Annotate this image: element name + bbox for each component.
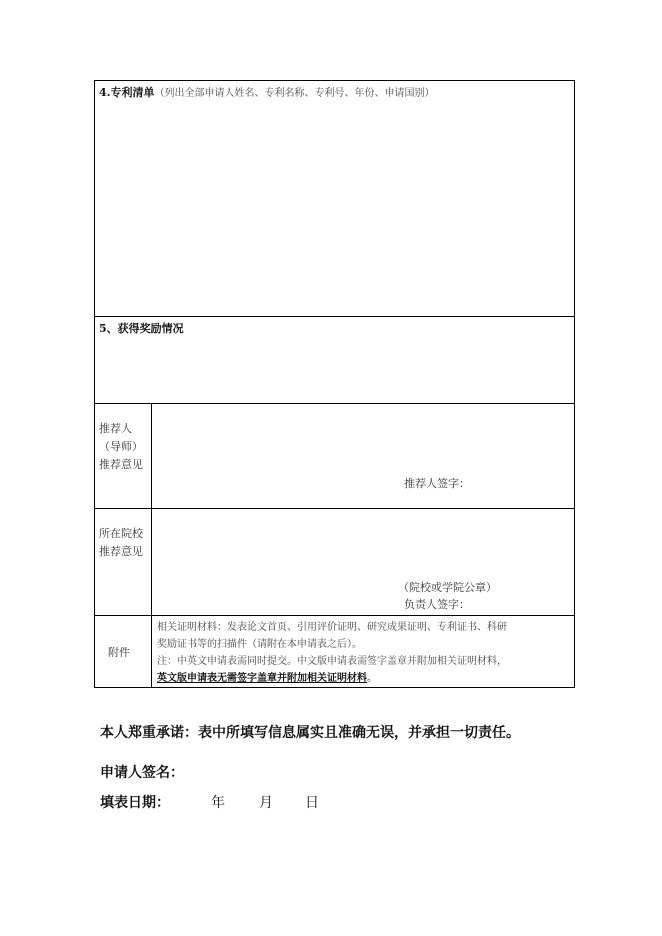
divider bbox=[94, 615, 575, 616]
divider bbox=[94, 508, 575, 509]
patents-section[interactable] bbox=[99, 84, 434, 100]
recommender-label: 推荐人（导师）推荐意见 bbox=[99, 422, 143, 471]
recommender-signature[interactable]: 推荐人签字： bbox=[404, 477, 470, 490]
attachment-line: 相关证明材料：发表论文首页、引用评价证明、研究成果证明、专利证书、科研 bbox=[157, 622, 507, 633]
form-table bbox=[94, 80, 575, 688]
fill-date-label: 填表日期： bbox=[100, 795, 170, 811]
divider bbox=[94, 403, 575, 404]
pledge-statement: 本人郑重承诺：表中所填写信息属实且准确无误，并承担一切责任。 bbox=[100, 725, 520, 741]
date-day[interactable]: 日 bbox=[305, 795, 319, 811]
school-seal: （院校或学院公章） bbox=[398, 581, 497, 594]
school-label: 所在院校推荐意见 bbox=[99, 527, 143, 558]
attachment-label: 附件 bbox=[108, 646, 130, 659]
attachment-end: 。 bbox=[367, 673, 377, 684]
divider bbox=[151, 403, 152, 688]
date-year[interactable]: 年 bbox=[211, 795, 225, 811]
attachment-line: 奖励证书等的扫描件（请附在本申请表之后）。 bbox=[157, 639, 362, 650]
attachment-note: 注：中英文申请表需同时提交。中文版申请表需签字盖章并附加相关证明材料， bbox=[157, 656, 507, 667]
applicant-signature-label[interactable]: 申请人签名： bbox=[100, 765, 184, 781]
date-month[interactable]: 月 bbox=[259, 795, 273, 811]
attachment-emphasis-text: 英文版申请表无需签字盖章并附加相关证明材料 bbox=[157, 673, 367, 684]
patents-title: 4.专利清单 bbox=[99, 86, 155, 99]
school-signature[interactable]: 负责人签字： bbox=[404, 598, 470, 611]
awards-title[interactable]: 5、获得奖励情况 bbox=[99, 322, 184, 335]
divider bbox=[94, 316, 575, 317]
attachment-note-emphasis bbox=[157, 669, 377, 684]
patents-hint: （列出全部申请人姓名、专利名称、专利号、年份、申请国别） bbox=[154, 88, 435, 99]
